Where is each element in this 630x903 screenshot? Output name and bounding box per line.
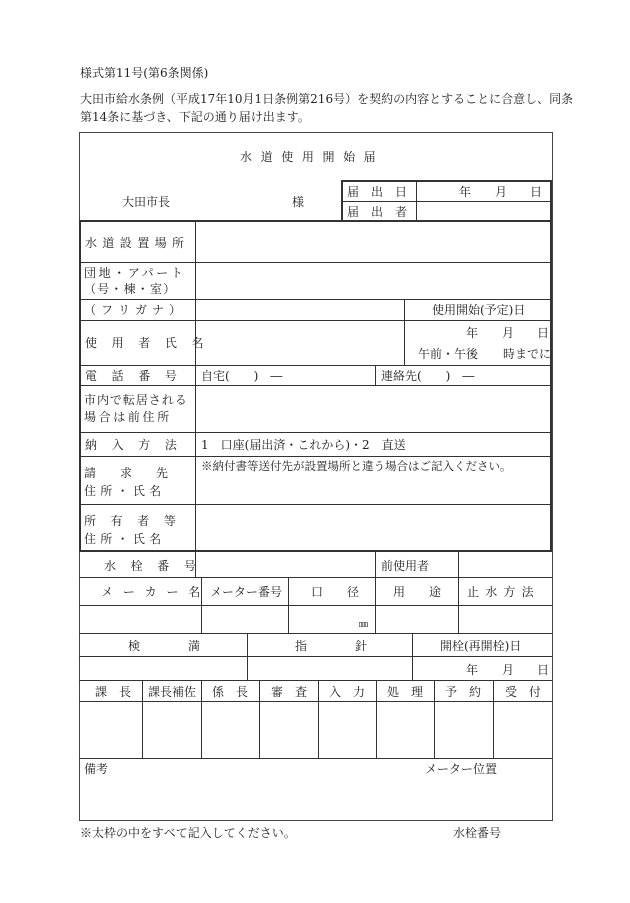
- water-location-field[interactable]: [197, 223, 549, 261]
- reopen-month-unit: 月: [502, 663, 515, 677]
- user-name-label: 使 用 者 氏 名: [85, 336, 209, 350]
- stamp-shori: 処 理: [387, 685, 424, 699]
- previous-address-field[interactable]: [197, 387, 549, 431]
- owner-field[interactable]: [197, 506, 549, 549]
- notify-month-unit: 月: [495, 185, 508, 199]
- maker-label: メ ー カ ー 名: [101, 585, 204, 599]
- apartment-label-1: 団地・アパート: [84, 266, 186, 280]
- form-number: 様式第11号(第6条関係): [80, 66, 209, 80]
- previous-address-label-1: 市内で転居される: [84, 393, 188, 407]
- remarks-field[interactable]: [82, 778, 412, 816]
- remarks-label: 備考: [84, 762, 109, 776]
- billing-label-1: 請 求 先: [84, 466, 169, 480]
- apartment-label-2: （号・棟・室）: [84, 282, 177, 296]
- reopen-date-label: 開栓(再開栓)日: [440, 639, 522, 653]
- user-name-field[interactable]: [197, 322, 403, 364]
- hydrant-number-field[interactable]: [197, 554, 373, 576]
- start-year-unit: 年: [466, 326, 479, 340]
- meter-number-label: メーター番号: [210, 585, 283, 599]
- hydrant-number-label: 水 栓 番 号: [104, 559, 202, 573]
- form-title: 水 道 使 用 開 始 届: [240, 150, 379, 164]
- reading-label: 指 針: [295, 639, 368, 653]
- stamp-kacho-hosa: 課長補佐: [148, 685, 197, 699]
- billing-label-2: 住 所 ・ 氏 名: [84, 484, 162, 498]
- notify-person-field[interactable]: [418, 203, 548, 220]
- furigana-label: （ フ リ ガ ナ ）: [84, 303, 182, 317]
- stamp-kakaricho: 係 長: [212, 685, 249, 699]
- footer-hydrant-number: 水栓番号: [453, 826, 502, 840]
- notify-date-field[interactable]: [418, 182, 448, 200]
- home-phone-field[interactable]: 自宅( ) ―: [201, 369, 283, 383]
- contact-phone-field[interactable]: 連絡先( ) ―: [381, 369, 475, 383]
- start-date-label: 使用開始(予定)日: [432, 303, 526, 317]
- billing-note: ※納付書等送付先が設置場所と違う場合はご記入ください。: [201, 459, 512, 473]
- meter-position-label: メーター位置: [425, 762, 498, 776]
- notify-day-unit: 日: [530, 185, 543, 199]
- mm-unit: ㎜: [359, 620, 369, 630]
- stamp-kacho: 課 長: [95, 685, 132, 699]
- ampm-label[interactable]: 午前・午後: [418, 347, 479, 361]
- previous-address-label-2: 場合は前住所: [84, 410, 172, 424]
- owner-label-2: 住 所 ・ 氏 名: [84, 532, 162, 546]
- apartment-field[interactable]: [197, 264, 549, 298]
- reopen-year-unit: 年: [466, 663, 479, 677]
- payment-method-value[interactable]: 1 口座(届出済・これから)・2 直送: [201, 438, 406, 452]
- start-day-unit: 日: [537, 326, 550, 340]
- intro-line-2: 第14条に基づき、下記の通り届け出ます。: [80, 110, 310, 124]
- inspection-label: 検 満: [128, 639, 201, 653]
- stop-method-label: 止 水 方 法: [467, 585, 535, 599]
- stamp-shinsa: 審 査: [271, 685, 308, 699]
- intro-line-1: 大田市給水条例（平成17年10月1日条例第216号）を契約の内容とすることに合意し、同条: [80, 92, 574, 106]
- diameter-label: 口 径: [311, 585, 360, 599]
- phone-label: 電 話 番 号: [85, 369, 183, 383]
- owner-label-1: 所 有 者 等: [84, 514, 182, 528]
- addressee: 大田市長: [122, 195, 171, 209]
- usage-label: 用 途: [393, 585, 442, 599]
- previous-user-label: 前使用者: [381, 559, 430, 573]
- notify-date-label: 届 出 日: [347, 185, 408, 199]
- previous-user-field[interactable]: [460, 554, 550, 576]
- notify-person-label: 届 出 者: [347, 205, 408, 219]
- furigana-field[interactable]: [197, 301, 403, 319]
- by-time-label: 時までに: [503, 347, 552, 361]
- billing-field[interactable]: [197, 476, 549, 503]
- sama-label: 様: [292, 195, 305, 209]
- water-location-label: 水道設置場所: [85, 236, 190, 250]
- start-month-unit: 月: [502, 326, 515, 340]
- stamp-uketsuke: 受 付: [505, 685, 542, 699]
- stamp-nyuryoku: 入 力: [329, 685, 366, 699]
- stamp-yoyaku: 予 約: [445, 685, 482, 699]
- payment-label: 納 入 方 法: [85, 438, 183, 452]
- reopen-day-unit: 日: [537, 663, 550, 677]
- footer-note: ※太枠の中をすべて記入してください。: [80, 826, 296, 840]
- notify-year-unit: 年: [459, 185, 472, 199]
